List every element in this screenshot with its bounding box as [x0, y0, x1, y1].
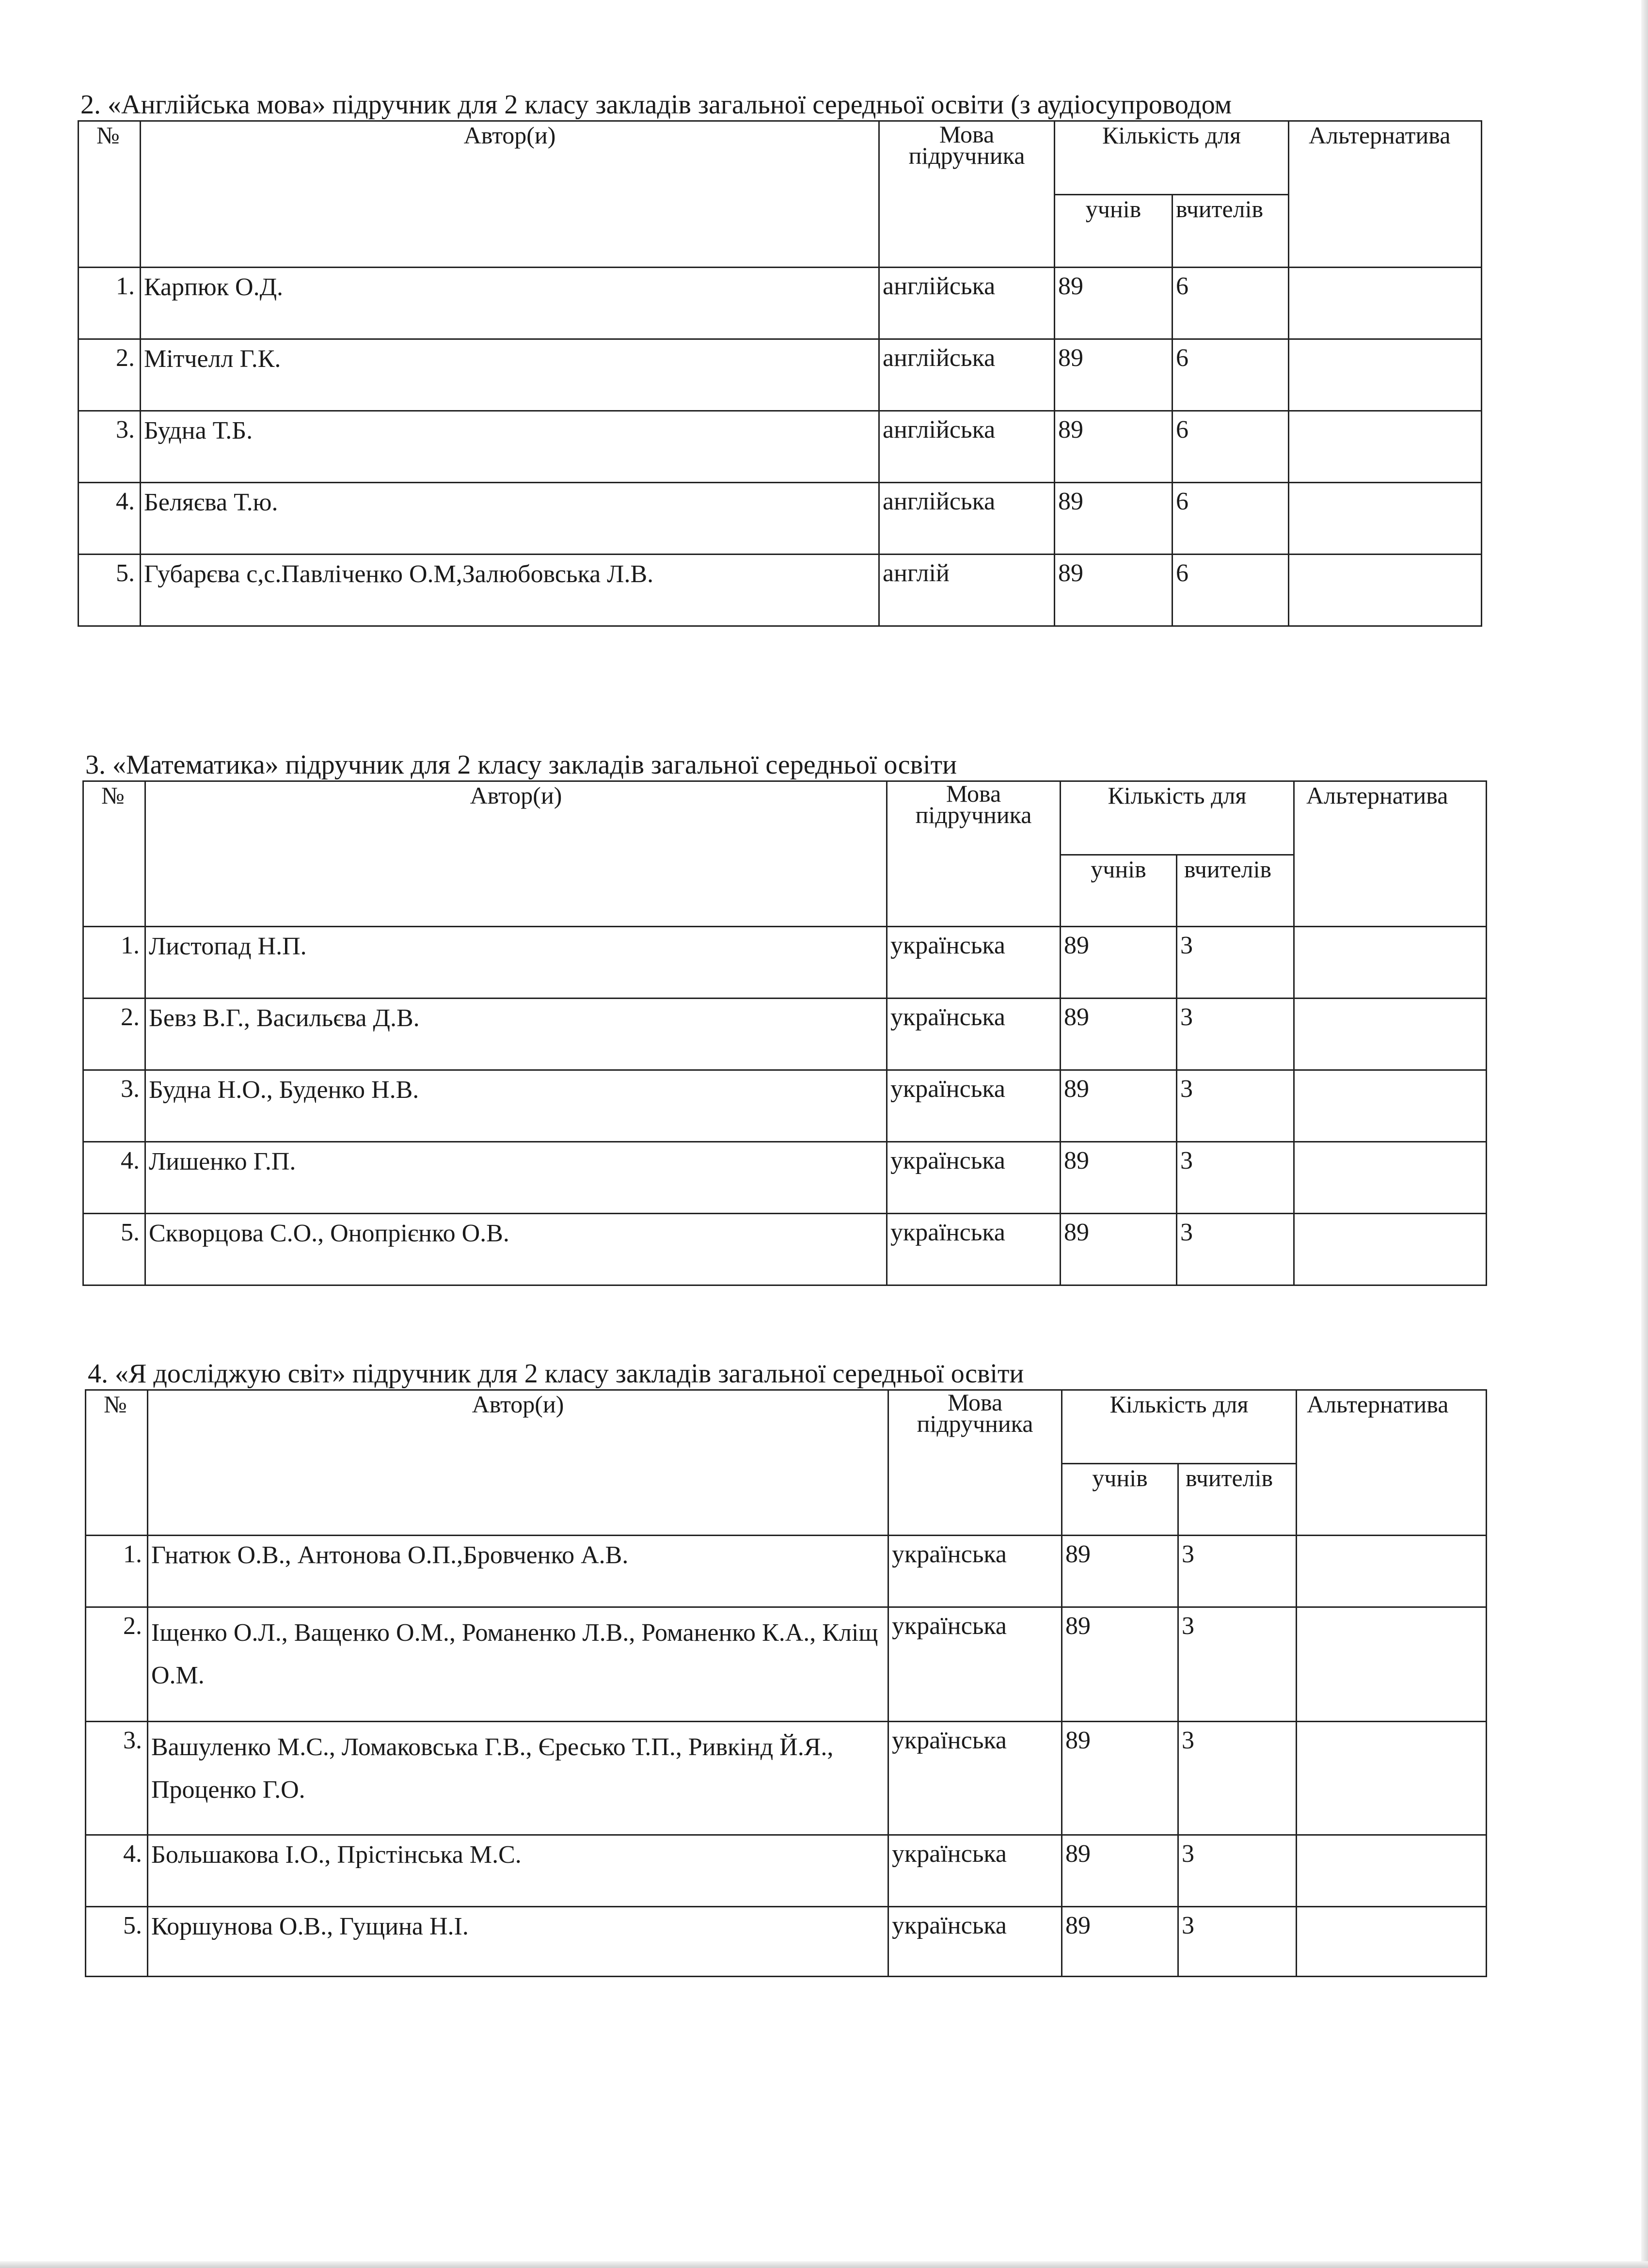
col-students-header: учнів	[1061, 855, 1177, 927]
col-alternative-header: Альтернатива	[1289, 121, 1482, 268]
row-number: 1.	[86, 1536, 148, 1607]
section-heading: 3. «Математика» підручник для 2 класу закладів загальної середньої освіти	[85, 750, 957, 780]
language-cell: українська	[888, 1607, 1062, 1722]
col-alternative-header: Альтернатива	[1297, 1390, 1487, 1536]
section-english	[78, 90, 1482, 627]
row-number: 3.	[79, 411, 141, 483]
alternative-cell	[1294, 1214, 1487, 1285]
alternative-cell	[1294, 1142, 1487, 1214]
table-row	[83, 1070, 1487, 1142]
language-cell: українська	[887, 1070, 1061, 1142]
row-number: 1.	[79, 268, 141, 339]
alternative-cell	[1297, 1907, 1487, 1977]
language-cell: українська	[887, 999, 1061, 1070]
table-row	[86, 1536, 1487, 1607]
col-num-header: №	[86, 1390, 148, 1536]
language-cell: українська	[888, 1722, 1062, 1835]
row-number: 4.	[86, 1835, 148, 1907]
students-cell: 89	[1061, 1214, 1177, 1285]
students-cell: 89	[1062, 1722, 1178, 1835]
language-cell: українська	[888, 1907, 1062, 1977]
section-i-explore-the-world	[85, 1359, 1487, 1977]
author-cell: Листопад Н.П.	[145, 927, 887, 999]
teachers-cell: 6	[1173, 268, 1289, 339]
teachers-cell: 3	[1177, 1070, 1294, 1142]
row-number: 2.	[86, 1607, 148, 1722]
alternative-cell	[1294, 999, 1487, 1070]
col-author-header: Автор(и)	[141, 121, 879, 268]
section-heading: 4. «Я досліджую світ» підручник для 2 класу закладів загальної середньої освіти	[88, 1359, 1024, 1389]
row-number: 4.	[79, 483, 141, 555]
language-cell: англійська	[879, 483, 1055, 555]
language-cell: англійська	[879, 411, 1055, 483]
students-cell: 89	[1061, 999, 1177, 1070]
textbook-table	[85, 1389, 1487, 1977]
language-cell: українська	[888, 1835, 1062, 1907]
col-students-header: учнів	[1062, 1464, 1178, 1536]
alternative-cell	[1289, 339, 1482, 411]
col-count-header: Кількість для	[1061, 781, 1294, 855]
row-number: 4.	[83, 1142, 145, 1214]
students-cell: 89	[1061, 927, 1177, 999]
teachers-cell: 6	[1173, 483, 1289, 555]
alternative-cell	[1294, 927, 1487, 999]
teachers-cell: 6	[1173, 555, 1289, 626]
students-cell: 89	[1055, 268, 1173, 339]
language-cell: українська	[887, 927, 1061, 999]
col-count-header: Кількість для	[1062, 1390, 1297, 1464]
table-row	[79, 339, 1482, 411]
teachers-cell: 3	[1178, 1722, 1297, 1835]
table-row	[79, 555, 1482, 626]
teachers-cell: 3	[1177, 1142, 1294, 1214]
author-cell: Бевз В.Г., Васильєва Д.В.	[145, 999, 887, 1070]
section-mathematics	[82, 750, 1487, 1286]
author-cell: Вашуленко М.С., Ломаковська Г.В., Єресько Т.П., Ривкінд Й.Я., Проценко Г.О.	[148, 1722, 888, 1835]
students-cell: 89	[1062, 1835, 1178, 1907]
alternative-cell	[1289, 411, 1482, 483]
col-teachers-header: вчителів	[1177, 855, 1294, 927]
author-cell: Іщенко О.Л., Ващенко О.М., Романенко Л.В., Романенко К.А., Кліщ О.М.	[148, 1607, 888, 1722]
col-num-header: №	[83, 781, 145, 927]
row-number: 2.	[79, 339, 141, 411]
teachers-cell: 3	[1178, 1835, 1297, 1907]
language-cell: англій	[879, 555, 1055, 626]
col-students-header: учнів	[1055, 195, 1173, 268]
section-heading: 2. «Англійська мова» підручник для 2 класу закладів загальної середньої освіти (з аудіосупроводом	[80, 90, 1232, 120]
col-language-header: Мова підручника	[888, 1390, 1062, 1536]
students-cell: 89	[1062, 1536, 1178, 1607]
table-row	[83, 1214, 1487, 1285]
students-cell: 89	[1055, 555, 1173, 626]
table-row	[86, 1907, 1487, 1977]
col-author-header: Автор(и)	[145, 781, 887, 927]
author-cell: Будна Н.О., Буденко Н.В.	[145, 1070, 887, 1142]
author-cell: Карпюк О.Д.	[141, 268, 879, 339]
page-edge	[0, 2261, 1648, 2268]
students-cell: 89	[1061, 1142, 1177, 1214]
students-cell: 89	[1061, 1070, 1177, 1142]
row-number: 2.	[83, 999, 145, 1070]
language-cell: англійська	[879, 268, 1055, 339]
author-cell: Лишенко Г.П.	[145, 1142, 887, 1214]
alternative-cell	[1289, 483, 1482, 555]
alternative-cell	[1294, 1070, 1487, 1142]
author-cell: Гнатюк О.В., Антонова О.П.,Бровченко А.В.	[148, 1536, 888, 1607]
teachers-cell: 3	[1177, 927, 1294, 999]
col-language-header: Мова підручника	[879, 121, 1055, 268]
author-cell: Скворцова С.О., Онопрієнко О.В.	[145, 1214, 887, 1285]
table-row	[83, 999, 1487, 1070]
teachers-cell: 3	[1178, 1536, 1297, 1607]
author-cell: Будна Т.Б.	[141, 411, 879, 483]
language-cell: англійська	[879, 339, 1055, 411]
row-number: 5.	[86, 1907, 148, 1977]
alternative-cell	[1289, 268, 1482, 339]
teachers-cell: 6	[1173, 339, 1289, 411]
row-number: 3.	[83, 1070, 145, 1142]
language-cell: українська	[888, 1536, 1062, 1607]
table-row	[79, 483, 1482, 555]
row-number: 5.	[83, 1214, 145, 1285]
students-cell: 89	[1055, 483, 1173, 555]
row-number: 3.	[86, 1722, 148, 1835]
textbook-table	[82, 780, 1487, 1286]
table-row	[86, 1722, 1487, 1835]
col-teachers-header: вчителів	[1178, 1464, 1297, 1536]
table-row	[79, 268, 1482, 339]
author-cell: Губарєва с,с.Павліченко О.М,Залюбовська Л.В.	[141, 555, 879, 626]
students-cell: 89	[1062, 1907, 1178, 1977]
row-number: 5.	[79, 555, 141, 626]
page-edge	[1641, 0, 1648, 2268]
table-row	[86, 1607, 1487, 1722]
col-author-header: Автор(и)	[148, 1390, 888, 1536]
author-cell: Мітчелл Г.К.	[141, 339, 879, 411]
alternative-cell	[1297, 1607, 1487, 1722]
col-num-header: №	[79, 121, 141, 268]
students-cell: 89	[1055, 411, 1173, 483]
row-number: 1.	[83, 927, 145, 999]
teachers-cell: 3	[1177, 999, 1294, 1070]
teachers-cell: 6	[1173, 411, 1289, 483]
students-cell: 89	[1055, 339, 1173, 411]
author-cell: Коршунова О.В., Гущина Н.І.	[148, 1907, 888, 1977]
teachers-cell: 3	[1178, 1907, 1297, 1977]
table-row	[83, 927, 1487, 999]
author-cell: Беляєва Т.ю.	[141, 483, 879, 555]
table-row	[83, 1142, 1487, 1214]
col-language-header: Мова підручника	[887, 781, 1061, 927]
col-count-header: Кількість для	[1055, 121, 1289, 195]
alternative-cell	[1289, 555, 1482, 626]
teachers-cell: 3	[1178, 1607, 1297, 1722]
col-alternative-header: Альтернатива	[1294, 781, 1487, 927]
author-cell: Большакова І.О., Прістінська М.С.	[148, 1835, 888, 1907]
col-teachers-header: вчителів	[1173, 195, 1289, 268]
teachers-cell: 3	[1177, 1214, 1294, 1285]
table-row	[79, 411, 1482, 483]
textbook-table	[78, 120, 1482, 627]
alternative-cell	[1297, 1835, 1487, 1907]
language-cell: українська	[887, 1214, 1061, 1285]
alternative-cell	[1297, 1722, 1487, 1835]
language-cell: українська	[887, 1142, 1061, 1214]
alternative-cell	[1297, 1536, 1487, 1607]
students-cell: 89	[1062, 1607, 1178, 1722]
table-row	[86, 1835, 1487, 1907]
